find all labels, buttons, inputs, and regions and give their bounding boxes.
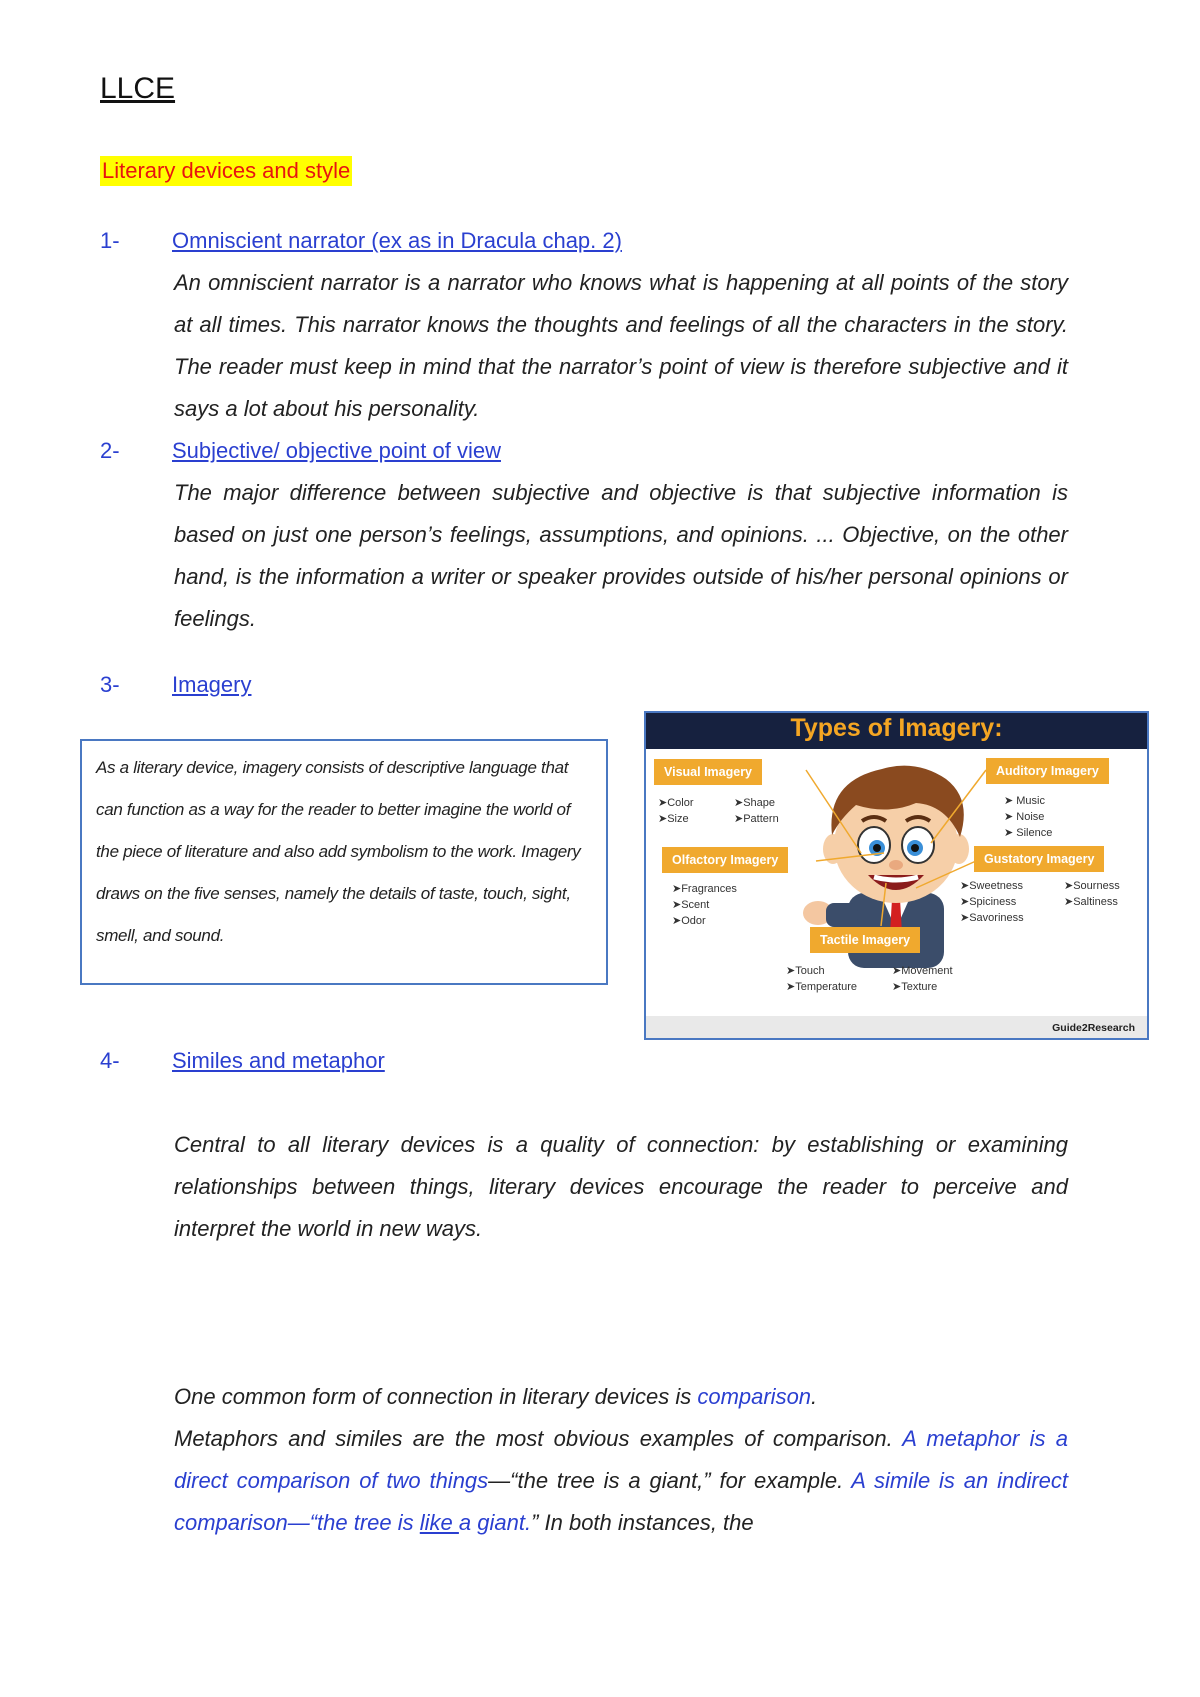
like-link[interactable]: like: [419, 1510, 459, 1535]
tactile-items-col2: ➤Movement ➤Texture: [892, 965, 953, 993]
auditory-items: ➤ Music ➤ Noise ➤ Silence: [1004, 795, 1053, 839]
section-body: The major difference between subjective and objective is that subjective information is based on just one person’s feelings, assumptions, and opinions. ... Objective, on the other hand, is the information a writer or speaker provides outside of his/her personal opinions or feelings.: [174, 480, 1068, 631]
imagery-note-box: [80, 739, 608, 985]
section-heading[interactable]: Subjective/ objective point of view: [172, 438, 501, 463]
comparison-intro: One common form of connection in literary devices is comparison.: [174, 1384, 818, 1409]
brand-logo: Guide2Research: [1052, 1022, 1135, 1034]
comparison-paragraph: Metaphors and similes are the most obvious examples of comparison. A metaphor is a direct comparison of two things—“the tree is a giant,” for example. A simile is an indirect comparison—“the tree is like a giant.” In both instances, the: [174, 1426, 1069, 1535]
section-heading[interactable]: Omniscient narrator (ex as in Dracula chap. 2): [172, 228, 622, 253]
section-body: An omniscient narrator is a narrator who knows what is happening at all points of the story at all times. This narrator knows the thoughts and feelings of all the characters in the story. The reader must keep in mind that the narrator’s point of view is therefore subjective and it says a lot about his personality.: [174, 270, 1068, 421]
section-number: 1-: [100, 228, 120, 253]
metaphor-definition[interactable]: A metaphor is a direct comparison of two things: [174, 1426, 1068, 1493]
gustatory-items-col2: ➤Sourness ➤Saltiness: [1064, 880, 1120, 908]
visual-items-col2: ➤Shape ➤Pattern: [734, 797, 779, 825]
document-subtitle: Literary devices and style: [100, 156, 352, 186]
tactile-imagery-tag: Tactile Imagery: [810, 927, 920, 953]
olfactory-imagery-tag: Olfactory Imagery: [662, 847, 788, 873]
section-number: 4-: [100, 1048, 120, 1073]
gustatory-items-col1: ➤Sweetness ➤Spiciness ➤Savoriness: [960, 880, 1024, 924]
document-title: LLCE: [100, 72, 176, 105]
section-heading[interactable]: Imagery: [172, 672, 252, 697]
infographic-title: Types of Imagery:: [790, 714, 1003, 742]
section-number: 2-: [100, 438, 120, 463]
imagery-infographic: [644, 711, 1149, 1040]
section-body: Central to all literary devices is a quality of connection: by establishing or examining relationships between things, literary devices encourage the reader to perceive and interpret the world in new ways.: [174, 1132, 1068, 1241]
visual-items-col1: ➤Color ➤Size: [658, 797, 694, 825]
gustatory-imagery-tag: Gustatory Imagery: [974, 846, 1104, 872]
section-number: 3-: [100, 672, 120, 697]
section-heading[interactable]: Similes and metaphor: [172, 1048, 385, 1073]
imagery-note-text: As a literary device, imagery consists of descriptive language that can function as a way for the reader to better imagine the world of the piece of literature and also add symbolism to the work. Imagery draws on the five senses, namely the details of taste, touch, sight, smell, and sound.: [96, 758, 581, 945]
auditory-imagery-tag: Auditory Imagery: [986, 758, 1109, 784]
comparison-link[interactable]: comparison: [697, 1384, 812, 1409]
visual-imagery-tag: Visual Imagery: [654, 759, 762, 785]
olfactory-items: ➤Fragrances ➤Scent ➤Odor: [672, 883, 737, 927]
tactile-items-col1: ➤Touch ➤Temperature: [786, 965, 857, 993]
simile-definition[interactable]: A simile is an indirect comparison—“the tree is: [174, 1468, 1069, 1535]
